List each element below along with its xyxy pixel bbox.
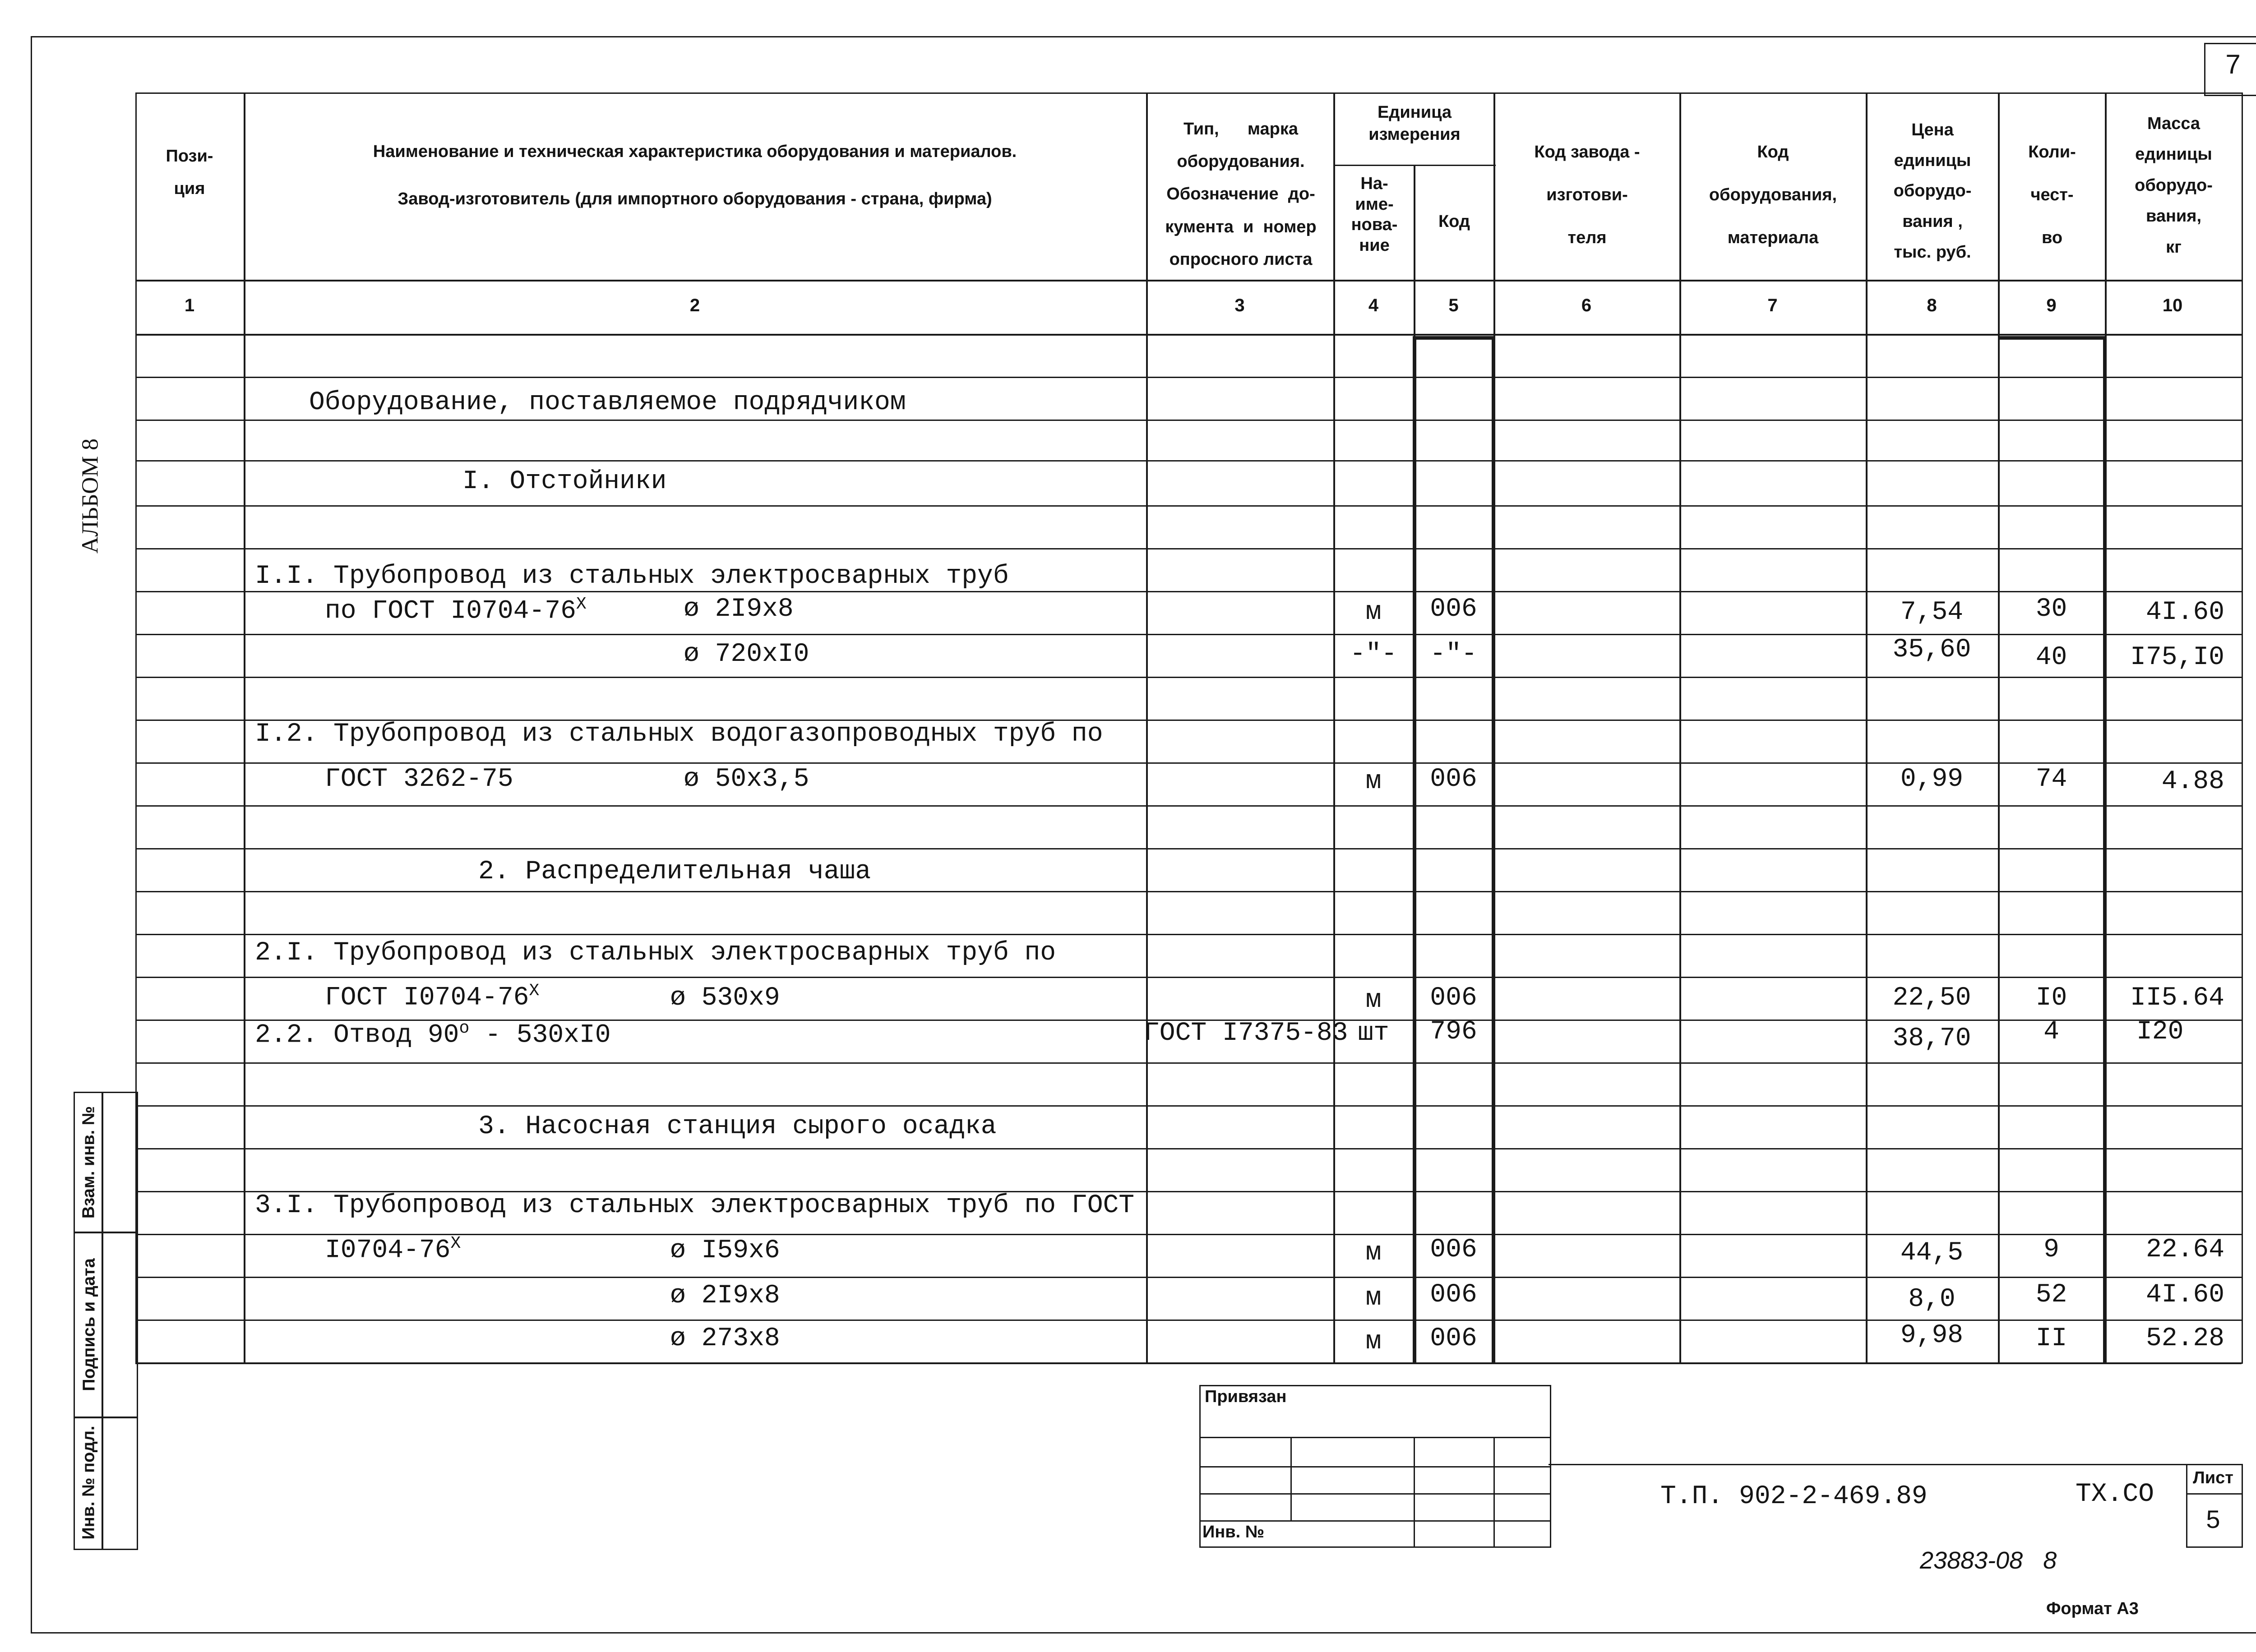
- header-unit: Единица измерения: [1368, 103, 1461, 144]
- tb-line: [1199, 1437, 1550, 1438]
- header-col2-line1: Наименование и техническая характеристика оборудования и материалов.: [373, 142, 1017, 161]
- std-text: по ГОСТ I0704-76: [325, 596, 576, 626]
- row-mass: 4I.60: [2145, 1280, 2224, 1310]
- row-dim: ø I59х6: [670, 1236, 780, 1265]
- std-sup: Х: [576, 595, 587, 614]
- row-unit: м: [1365, 598, 1382, 627]
- row-unit: -"-: [1350, 640, 1397, 669]
- row-line: [135, 1062, 2242, 1064]
- header-bottom-line: [135, 280, 2242, 281]
- colnum-6: 6: [1581, 295, 1592, 315]
- item-sup: о: [459, 1019, 470, 1038]
- header-col1: Пози- ция: [166, 147, 213, 198]
- std-sup: Х: [450, 1234, 461, 1253]
- row-dim: ø 2I9х8: [684, 595, 794, 624]
- tb-privyazan: Привязан: [1205, 1387, 1287, 1406]
- row-line: [135, 420, 2242, 421]
- row-line: [135, 934, 2242, 935]
- row-unit: м: [1365, 986, 1382, 1015]
- row-unit: м: [1365, 767, 1382, 796]
- tb-line: [1199, 1466, 1550, 1467]
- row-dim: ø 273х8: [670, 1324, 780, 1353]
- row-std: [325, 981, 539, 1012]
- row-qty: 40: [2035, 643, 2067, 672]
- header-col8: Цена единицы оборудо- вания , тыс. руб.: [1893, 120, 1972, 262]
- handwritten-number: 23883-08 8: [1920, 1547, 2057, 1574]
- row-qty: 30: [2035, 595, 2067, 624]
- row-line: [135, 377, 2242, 378]
- colnum-bottom-line: [135, 334, 2242, 336]
- row-price: 35,60: [1892, 635, 1971, 664]
- tb-col: [1290, 1437, 1292, 1520]
- header-col9: Коли- чест- во: [2028, 143, 2076, 247]
- header-col2-line2: Завод-изготовитель (для импортного оборудования - страна, фирма): [398, 189, 992, 208]
- heavy-top-a: [1413, 336, 1495, 340]
- row-line: [135, 505, 2242, 507]
- row-line: [135, 1105, 2242, 1107]
- tb-col: [1414, 1437, 1415, 1547]
- colnum-4: 4: [1368, 295, 1379, 315]
- row-line: [135, 848, 2242, 849]
- std-text: ГОСТ I0704-76: [325, 983, 529, 1013]
- row-dim: ø 50х3,5: [684, 765, 809, 794]
- row-line: [135, 977, 2242, 978]
- row-item-1-2: I.2. Трубопровод из стальных водогазопроводных труб по: [255, 720, 1103, 749]
- sheet-top-number: 7: [2225, 49, 2241, 79]
- col-line-6: [1679, 92, 1681, 1362]
- row-mass: 4I.60: [2145, 598, 2224, 627]
- tb-list-label: Лист: [2193, 1468, 2233, 1487]
- colnum-8: 8: [1927, 295, 1937, 315]
- row-dim: ø 530х9: [670, 983, 780, 1013]
- tb-mark: ТХ.СО: [2076, 1480, 2154, 1509]
- item-tail: - 530хI0: [469, 1020, 611, 1050]
- col-line-3: [1333, 92, 1335, 1362]
- row-item-3-1: 3.I. Трубопровод из стальных электросварных труб по ГОСТ: [255, 1191, 1135, 1220]
- row-mass: I20: [2136, 1017, 2184, 1047]
- row-qty: 74: [2035, 765, 2067, 794]
- row-price: 44,5: [1900, 1238, 1964, 1268]
- row-unit: м: [1365, 1283, 1382, 1313]
- row-unit: м: [1365, 1327, 1382, 1357]
- tb-list-line: [2186, 1493, 2242, 1495]
- row-section-3: 3. Насосная станция сырого осадка: [478, 1112, 997, 1141]
- row-mass: 22.64: [2145, 1235, 2224, 1264]
- row-mass: 4.88: [2161, 767, 2224, 796]
- row-item-2-1: 2.I. Трубопровод из стальных электросварных труб по: [255, 938, 1056, 968]
- header-col7: Код оборудования, материала: [1709, 143, 1837, 247]
- row-price: 0,99: [1900, 765, 1964, 794]
- row-dim: ø 720хI0: [684, 640, 809, 669]
- row-qty: 9: [2043, 1235, 2059, 1264]
- table-bottom-line: [135, 1362, 2242, 1364]
- row-code: 006: [1430, 1280, 1477, 1310]
- row-price: 22,50: [1892, 983, 1971, 1013]
- row-mass: 52.28: [2145, 1324, 2224, 1353]
- tb-list-no: 5: [2206, 1505, 2220, 1533]
- std-text: I0704-76: [325, 1236, 451, 1265]
- colnum-9: 9: [2046, 295, 2057, 315]
- stamp-inv: Инв. № подл.: [79, 1426, 98, 1540]
- row-price: 9,98: [1900, 1321, 1964, 1350]
- row-code: 006: [1430, 765, 1477, 794]
- format-label: Формат А3: [2046, 1599, 2139, 1618]
- row-code: 796: [1430, 1017, 1477, 1047]
- row-item-1-1: I.I. Трубопровод из стальных электросварных труб: [255, 562, 1009, 591]
- row-qty: 4: [2043, 1017, 2059, 1047]
- item-text: 2.2. Отвод 90: [255, 1020, 459, 1050]
- row-unit: шт: [1358, 1019, 1389, 1048]
- row-line: [135, 891, 2242, 892]
- colnum-5: 5: [1448, 295, 1459, 315]
- tb-inv-no: Инв. №: [1202, 1523, 1265, 1541]
- row-code: 006: [1430, 1235, 1477, 1264]
- row-line: [135, 591, 2242, 592]
- row-line: [135, 677, 2242, 678]
- tb-doc-code: Т.П. 902-2-469.89: [1660, 1482, 1928, 1511]
- tb-col: [1493, 1437, 1495, 1547]
- col-line-2: [1146, 92, 1148, 1362]
- row-code: 006: [1430, 1324, 1477, 1353]
- row-section-1: I. Отстойники: [462, 467, 667, 496]
- col-line-8: [1998, 92, 2000, 1362]
- colnum-3: 3: [1234, 295, 1245, 315]
- col-line-1: [244, 92, 245, 1362]
- row-line: [135, 805, 2242, 807]
- row-dim: ø 2I9х8: [670, 1281, 780, 1311]
- row-section-2: 2. Распределительная чаша: [478, 857, 871, 886]
- tb-main-top: [1549, 1464, 2242, 1465]
- std-sup: Х: [529, 981, 540, 1001]
- col-line-7: [1866, 92, 1868, 1362]
- colnum-10: 10: [2162, 295, 2183, 315]
- colnum-1: 1: [184, 295, 195, 315]
- row-code: -"-: [1430, 640, 1477, 669]
- row-mass: I75,I0: [2130, 643, 2224, 672]
- stamp-vzam: Взам. инв. №: [79, 1106, 98, 1219]
- header-col6: Код завода - изготови- теля: [1534, 143, 1640, 247]
- row-unit: м: [1365, 1238, 1382, 1268]
- row-qty: I0: [2035, 983, 2067, 1013]
- row-price: 38,70: [1892, 1024, 1971, 1053]
- album-label: АЛЬБОМ 8: [77, 438, 103, 554]
- colnum-7: 7: [1767, 295, 1778, 315]
- row-line: [135, 1277, 2242, 1278]
- header-col3: Тип, марка оборудования. Обозначение до- кумента и номер опросного листа: [1165, 120, 1317, 269]
- row-std: [325, 595, 587, 626]
- header-col10: Масса единицы оборудо- вания, кг: [2135, 114, 2213, 257]
- tb-line: [1199, 1493, 1550, 1495]
- row-item-2-2: [255, 1019, 611, 1050]
- row-code: 006: [1430, 983, 1477, 1013]
- row-line: [135, 762, 2242, 764]
- row-line: [135, 460, 2242, 461]
- row-std: ГОСТ 3262-75: [325, 765, 513, 794]
- tb-line: [1199, 1520, 1550, 1522]
- row-price: 8,0: [1908, 1285, 1956, 1314]
- row-doc: ГОСТ I7375-83: [1144, 1019, 1348, 1048]
- row-std: [325, 1234, 461, 1265]
- heavy-top-b: [1998, 336, 2107, 340]
- stamp-podpis: Подпись и дата: [79, 1258, 99, 1391]
- row-line: [135, 548, 2242, 549]
- row-qty: II: [2035, 1324, 2067, 1353]
- row-price: 7,54: [1900, 598, 1964, 627]
- row-mass: II5.64: [2130, 983, 2224, 1013]
- row-title: Оборудование, поставляемое подрядчиком: [309, 388, 906, 417]
- header-col5: Код: [1438, 212, 1470, 231]
- side-stamp-divider: [102, 1092, 103, 1549]
- header-col4: На- име- нова- ние: [1351, 174, 1398, 255]
- row-code: 006: [1430, 595, 1477, 624]
- row-qty: 52: [2035, 1280, 2067, 1310]
- colnum-2: 2: [689, 295, 700, 315]
- row-line: [135, 1148, 2242, 1149]
